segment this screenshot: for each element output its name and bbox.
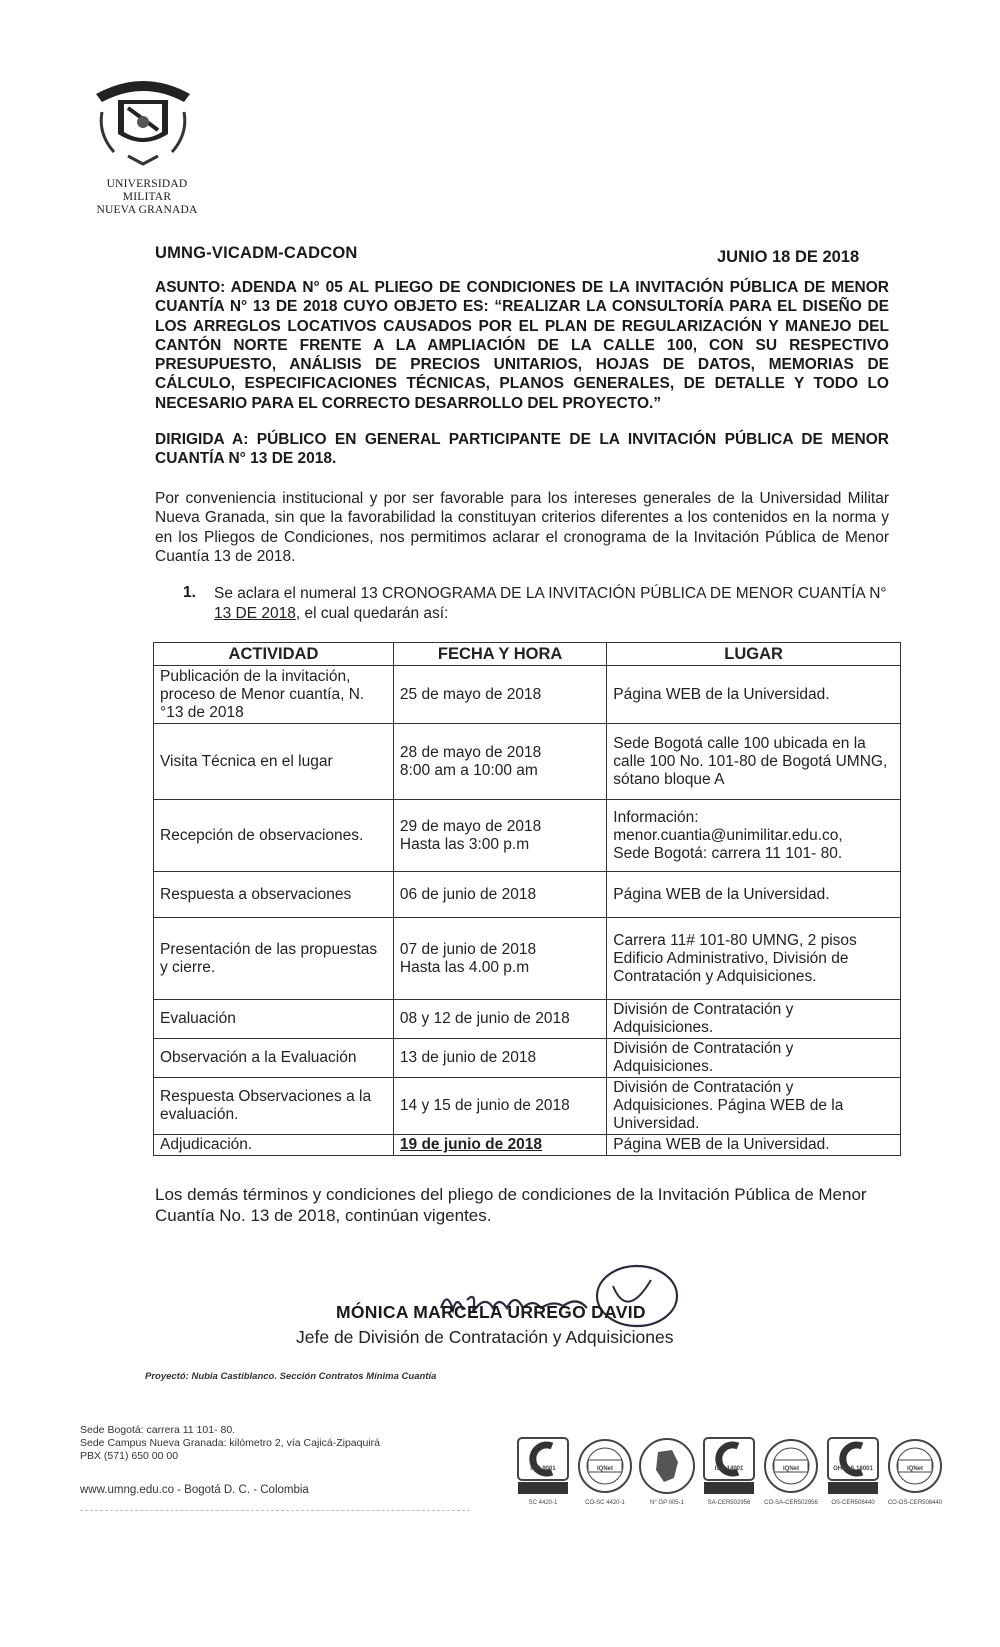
cell-fecha: 25 de mayo de 2018 (393, 666, 606, 724)
cell-fecha: 19 de junio de 2018 (393, 1135, 606, 1156)
table-row (154, 666, 901, 724)
schedule-table-body (154, 666, 901, 1156)
footer-divider (80, 1510, 470, 1511)
certification-code: SC 4420-1 (528, 1500, 558, 1506)
closing-paragraph: Los demás términos y condiciones del pliego de condiciones de la Invitación Pública de Menor Cuantía No. 13 de 2018, continúan vigentes. (155, 1185, 867, 1225)
cell-fecha: 06 de junio de 2018 (393, 872, 606, 918)
footer-address-line: Sede Campus Nueva Granada: kilómetro 2, vía Cajicá-Zipaquirá (80, 1437, 380, 1449)
signer-name: MÓNICA MARCELA URREGO DAVID (336, 1302, 646, 1322)
institution-name-line1: UNIVERSIDAD MILITAR (106, 178, 188, 203)
list-item-number: 1. (183, 584, 196, 601)
cell-actividad: Observación a la Evaluación (154, 1039, 394, 1078)
footer-website: www.umng.edu.co - Bogotá D. C. - Colombia (80, 1484, 309, 1496)
table-header-row (154, 643, 901, 666)
item-text-underlined: 13 DE 2018, (214, 604, 301, 622)
document-date: JUNIO 18 DE 2018 (717, 248, 860, 266)
table-row (154, 872, 901, 918)
cell-fecha: 29 de mayo de 2018 Hasta las 3:00 p.m (393, 800, 606, 872)
cell-actividad: Publicación de la invitación, proceso de Menor cuantía, N.°13 de 2018 (154, 666, 394, 724)
cell-actividad: Respuesta a observaciones (154, 872, 394, 918)
icontec-ohsas18001-icon (822, 1436, 884, 1531)
certification-code: N° GP 005-1 (650, 1500, 684, 1506)
cell-lugar: División de Contratación y Adquisiciones. Página WEB de la Universidad. (607, 1078, 901, 1135)
list-item-text (214, 584, 889, 623)
cell-fecha: 13 de junio de 2018 (393, 1039, 606, 1078)
table-row (154, 800, 901, 872)
icontec-iso14001-icon (698, 1436, 760, 1531)
cell-lugar: División de Contratación y Adquisiciones. (607, 1000, 901, 1039)
table-row (154, 1039, 901, 1078)
cell-fecha: 08 y 12 de junio de 2018 (393, 1000, 606, 1039)
cell-lugar: Carrera 11# 101-80 UMNG, 2 pisos Edificio Administrativo, División de Contratación y Adquisiciones. (607, 918, 901, 1000)
cell-lugar: Página WEB de la Universidad. (607, 872, 901, 918)
cell-lugar: Página WEB de la Universidad. (607, 1135, 901, 1156)
cell-actividad: Recepción de observaciones. (154, 800, 394, 872)
cell-fecha: 07 de junio de 2018 Hasta las 4.00 p.m (393, 918, 606, 1000)
certification-label: ISO 9001 (530, 1466, 556, 1472)
table-row (154, 918, 901, 1000)
footer-address (80, 1424, 380, 1463)
certification-code: OS-CER508440 (831, 1500, 875, 1506)
cell-fecha: 28 de mayo de 2018 8:00 am a 10:00 am (393, 724, 606, 800)
certification-code: SA-CER502956 (707, 1500, 751, 1506)
university-crest-logo (88, 72, 198, 172)
certification-label: OHSAS 18001 (833, 1466, 873, 1472)
addressee-paragraph: DIRIGIDA A: PÚBLICO EN GENERAL PARTICIPANTE DE LA INVITACIÓN PÚBLICA DE MENOR CUANTÍA N° 13 DE 2018. (155, 431, 889, 468)
iqnet-icon (760, 1436, 822, 1531)
institution-name-line2: NUEVA GRANADA (96, 204, 198, 216)
header-fecha-hora: FECHA Y HORA (393, 643, 606, 666)
certification-label: IQNet (782, 1466, 799, 1472)
colombia-seal-icon (636, 1436, 698, 1531)
certification-code: CO-SC 4420-1 (585, 1500, 625, 1506)
cell-actividad: Evaluación (154, 1000, 394, 1039)
table-row (154, 1078, 901, 1135)
certification-label: ISO 14001 (714, 1466, 744, 1472)
certification-code: CO-SA-CER502956 (764, 1500, 818, 1506)
signer-title: Jefe de División de Contratación y Adquisiciones (296, 1327, 674, 1347)
cell-actividad: Adjudicación. (154, 1135, 394, 1156)
cell-actividad: Visita Técnica en el lugar (154, 724, 394, 800)
institution-name (82, 178, 212, 217)
certification-label: IQNet (906, 1466, 923, 1472)
cell-lugar: Página WEB de la Universidad. (607, 666, 901, 724)
cell-lugar: División de Contratación y Adquisiciones. (607, 1039, 901, 1078)
header-lugar: LUGAR (607, 643, 901, 666)
subject-paragraph: ASUNTO: ADENDA N° 05 AL PLIEGO DE CONDICIONES DE LA INVITACIÓN PÚBLICA DE MENOR CUANTÍA N° 13 DE 2018 CUYO OBJETO ES: “REALIZAR LA CONSULTORÍA PARA EL DISEÑO DE LOS ARREGLOS LOCATIVOS CAUSADOS POR EL PLAN DE REGULARIZACIÓN Y MANEJO DEL CANTÓN NORTE FRENTE A LA AMPLIACIÓN DE LA CALLE 100, CON SU RESPECTIVO PRESUPUESTO, ANÁLISIS DE PRECIOS UNITARIOS, HOJAS DE DATOS, MEMORIAS DE CÁLCULO, ESPECIFICACIONES TÉCNICAS, PLANOS GENERALES, DE DETALLE Y TODO LO NECESARIO PARA EL CORRECTO DESARROLLO DEL PROYECTO.” (155, 279, 889, 412)
cell-actividad: Presentación de las propuestas y cierre. (154, 918, 394, 1000)
footer-address-line: PBX (571) 650 00 00 (80, 1450, 179, 1462)
cell-lugar: Sede Bogotá calle 100 ubicada en la calle 100 No. 101-80 de Bogotá UMNG, sótano bloque A (607, 724, 901, 800)
icontec-iso9001-icon (512, 1436, 574, 1531)
item-text-before: Se aclara el numeral 13 CRONOGRAMA DE LA INVITACIÓN PÚBLICA DE MENOR CUANTÍA N° (214, 585, 887, 602)
cell-lugar: Información: menor.cuantia@unimilitar.edu.co, Sede Bogotá: carrera 11 101- 80. (607, 800, 901, 872)
footer-address-line: Sede Bogotá: carrera 11 101- 80. (80, 1424, 236, 1436)
iqnet-icon (884, 1436, 946, 1531)
cell-fecha: 14 y 15 de junio de 2018 (393, 1078, 606, 1135)
table-row (154, 1135, 901, 1156)
certification-code: CO-OS-CER508440 (887, 1500, 943, 1506)
schedule-table (153, 642, 901, 1156)
item-text-after: el cual quedarán así: (300, 604, 449, 622)
reference-code: UMNG-VICADM-CADCON (155, 244, 358, 262)
certification-label: IQNet (596, 1466, 613, 1472)
table-row (154, 724, 901, 800)
intro-paragraph: Por conveniencia institucional y por ser favorable para los intereses generales de la Universidad Militar Nueva Granada, sin que la favorabilidad la constituyan criterios diferentes a los contenidos en la norma y en los Pliegos de Condiciones, nos permitimos aclarar el cronograma de la Invitación Pública de Menor Cuantía 13 de 2018. (155, 490, 889, 565)
iqnet-icon (574, 1436, 636, 1531)
header-actividad: ACTIVIDAD (154, 643, 394, 666)
cell-actividad: Respuesta Observaciones a la evaluación. (154, 1078, 394, 1135)
prepared-by-note: Proyectó: Nubia Castiblanco. Sección Contratos Mínima Cuantía (145, 1371, 437, 1382)
table-row (154, 1000, 901, 1039)
